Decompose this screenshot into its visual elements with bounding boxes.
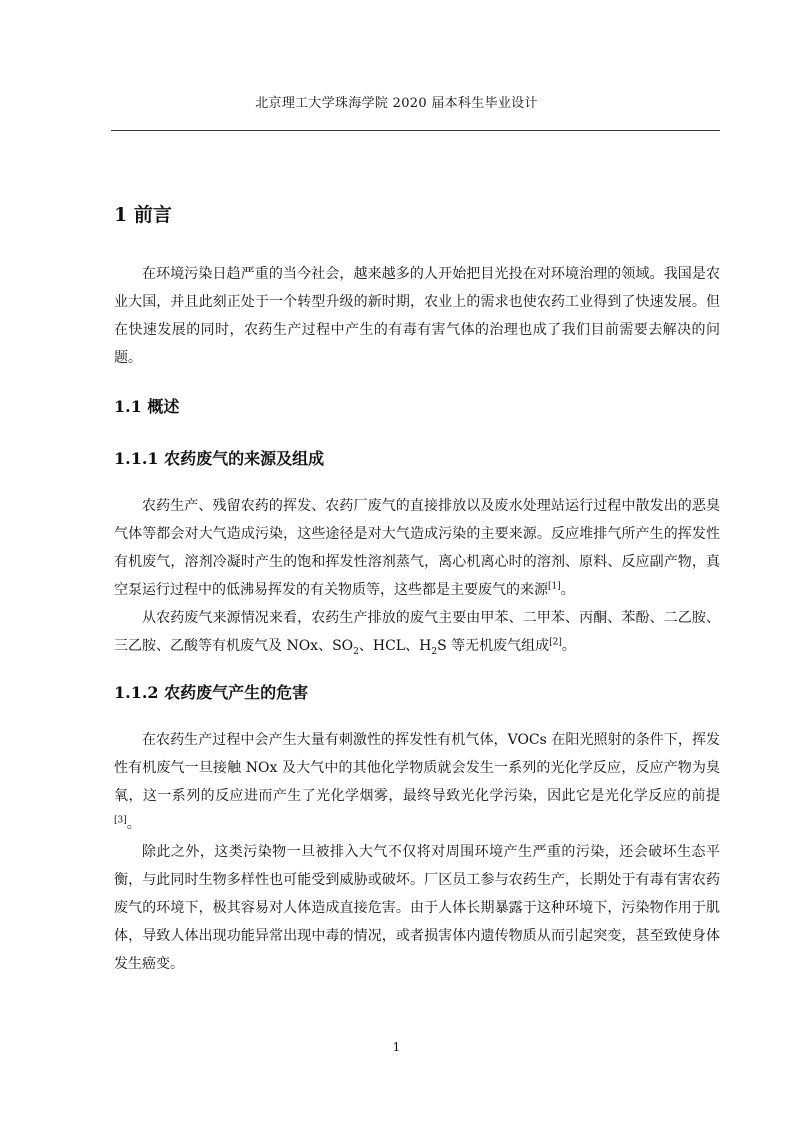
paragraph-text-c: S 等无机废气组成 — [437, 638, 550, 654]
section-1-1-2-paragraph-2: 除此之外，这类污染物一旦被排入大气不仅将对周围环境产生严重的污染，还会破坏生态平衡，与此同时生物多样性也可能受到威胁或破坏。厂区员工参与农药生产，长期处于有毒有害农药废气的环境下，极其容易对人体造成直接危害。由于人体长期暴露于这种环境下，污染物作用于肌体，导致人体出现功能异常出现中毒的情况，或者损害体内遗传物质从而引起突变，甚至致使身体发生癌变。 — [114, 844, 720, 972]
section-1-intro-paragraph: 在环境污染日趋严重的当今社会，越来越多的人开始把目光投在对环境治理的领域。我国是农业大国，并且此刻正处于一个转型升级的新时期，农业上的需求也使农药工业得到了快速发展。但在快速发展的同时，农药生产过程中产生的有毒有害气体的治理也成了我们目前需要去解决的问题。 — [114, 266, 720, 366]
section-1-1-1-paragraph-2 — [114, 604, 720, 660]
header-divider — [111, 130, 720, 131]
citation-3: [3] — [114, 815, 127, 826]
section-1-1-1-paragraph-1 — [114, 492, 720, 604]
subscript-h2s: 2 — [431, 646, 438, 657]
section-1-1-2-paragraph-1 — [114, 726, 720, 838]
paragraph-text: 农药生产、残留农药的挥发、农药厂废气的直接排放以及废水处理站运行过程中散发出的恶臭气体等都会对大气造成污染，这些途径是对大气造成污染的主要来源。反应堆排气所产生的挥发性有机废气，溶剂冷凝时产生的饱和挥发性溶剂蒸气，离心机离心时的溶剂、原料、反应副产物，真空泵运行过程中的低沸易挥发的有关物质等，这些都是主要废气的来源 — [114, 498, 720, 598]
paragraph-text-b: 、HCL、H — [358, 638, 432, 654]
page-content — [114, 200, 720, 978]
paragraph-end: 。 — [561, 638, 576, 654]
section-heading-1-1-1: 1.1.1 农药废气的来源及组成 — [114, 449, 325, 468]
page-header-title: 北京理工大学珠海学院 2020 届本科生毕业设计 — [255, 96, 538, 111]
section-heading-1: 1 前言 — [114, 204, 172, 226]
paragraph-end: 。 — [126, 816, 141, 832]
paragraph-end: 。 — [560, 582, 575, 598]
page-number: 1 — [392, 1040, 401, 1054]
citation-2: [2] — [549, 637, 562, 648]
section-heading-1-1: 1.1 概述 — [114, 397, 180, 416]
paragraph-text-a: 从农药废气来源情况来看，农药生产排放的废气主要由甲苯、二甲苯、丙酮、苯酚、二乙胺、三乙胺、乙酸等有机废气及 NOx、SO — [114, 610, 720, 654]
subscript-so2: 2 — [353, 646, 359, 657]
citation-1: [1] — [548, 581, 561, 592]
section-heading-1-1-2: 1.1.2 农药废气产生的危害 — [114, 683, 309, 702]
paragraph-text: 在农药生产过程中会产生大量有刺激性的挥发性有机气体，VOCs 在阳光照射的条件下，挥发性有机废气一旦接触 NOx 及大气中的其他化学物质就会发生一系列的光化学反应，反应产物为臭氧，这一系列的反应进而产生了光化学烟雾，最终导致光化学污染，因此它是光化学反应的前提 — [114, 732, 720, 804]
